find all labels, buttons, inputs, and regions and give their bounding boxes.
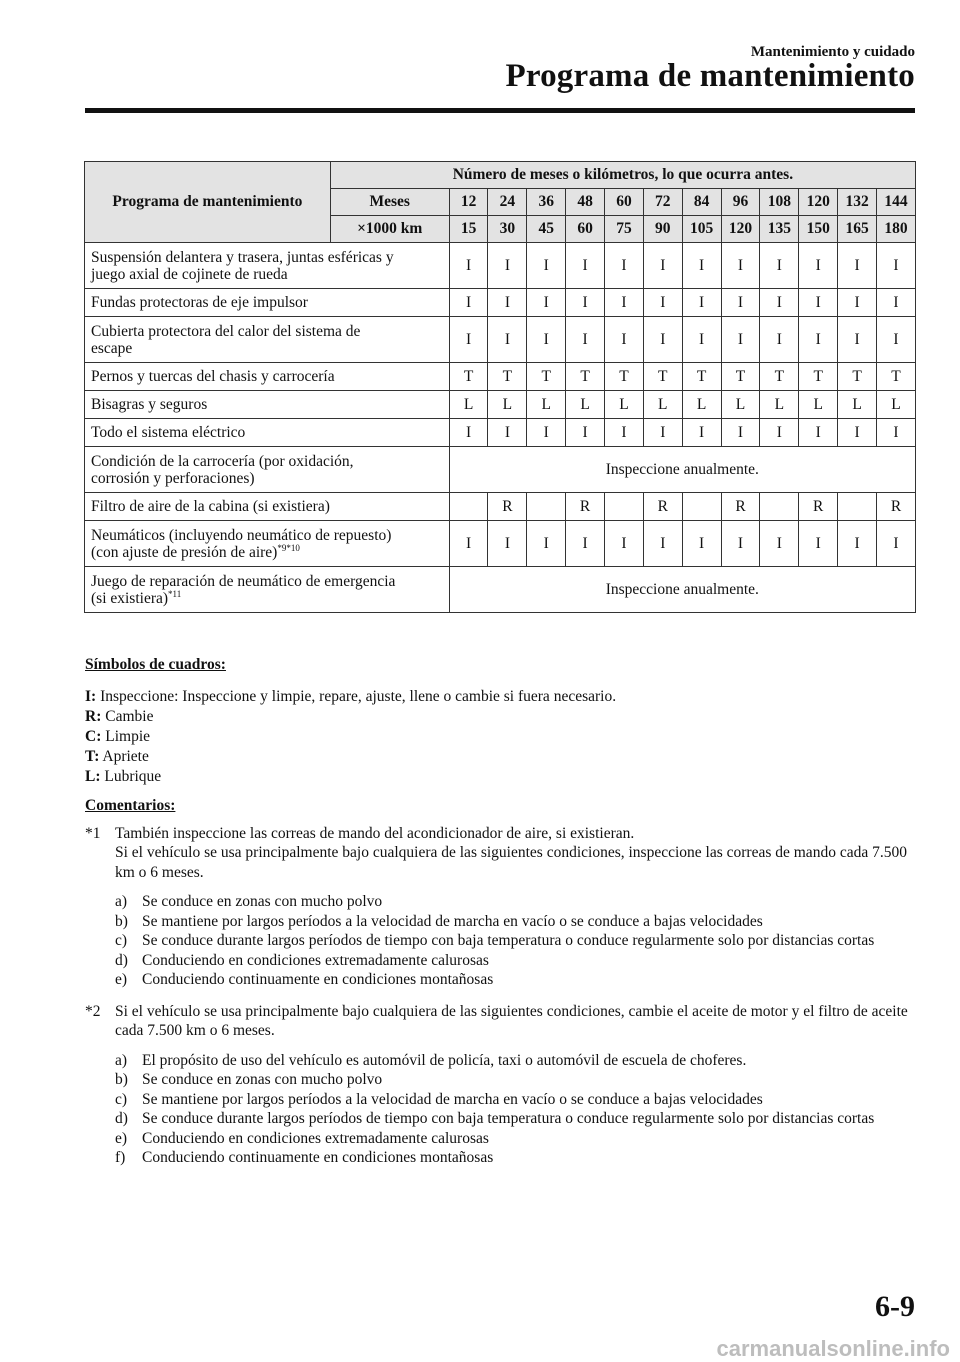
condition-letter: e)	[115, 971, 128, 988]
schedule-cell: T	[838, 363, 877, 391]
section-header: Mantenimiento y cuidado	[750, 44, 915, 60]
note-text: Si el vehículo se usa principalmente bajo cualquiera de las siguientes condiciones, cambie el aceite de motor y el filtro de aceite cada 7.500 km o 6 meses.	[115, 1002, 908, 1039]
schedule-cell: L	[799, 391, 838, 419]
schedule-cell: I	[682, 289, 721, 317]
schedule-cell: I	[760, 243, 799, 289]
condition-letter: d)	[115, 951, 128, 969]
item-label	[85, 419, 450, 447]
month-cell: 48	[566, 189, 605, 216]
schedule-cell: T	[643, 363, 682, 391]
schedule-cell: L	[682, 391, 721, 419]
schedule-cell: T	[566, 363, 605, 391]
schedule-cell: I	[605, 243, 644, 289]
table-row	[85, 419, 916, 447]
km-cell: 165	[838, 216, 877, 243]
schedule-cell: I	[605, 521, 644, 567]
item-label	[85, 567, 450, 613]
condition-text: Conduciendo en condiciones extremadamente calurosas	[142, 951, 489, 969]
schedule-cell: I	[721, 289, 760, 317]
condition-list	[115, 892, 915, 990]
header-divider	[85, 108, 915, 113]
km-cell: 105	[682, 216, 721, 243]
table-row	[85, 447, 916, 493]
item-label	[85, 317, 450, 363]
comment-note	[85, 1002, 915, 1041]
schedule-cell: L	[643, 391, 682, 419]
legend-item	[85, 767, 616, 787]
condition-item	[115, 1051, 915, 1071]
legend-item	[85, 707, 616, 727]
schedule-cell: I	[449, 289, 488, 317]
table-row	[85, 521, 916, 567]
schedule-cell: I	[643, 317, 682, 363]
legend-text: Apriete	[102, 748, 149, 765]
condition-text: Se conduce durante largos períodos de tiempo con baja temperatura o conduce regularmente solo por distancias cortas	[142, 932, 875, 949]
km-cell: 15	[449, 216, 488, 243]
item-label	[85, 391, 450, 419]
km-cell: 120	[721, 216, 760, 243]
schedule-cell: L	[877, 391, 916, 419]
schedule-cell: I	[877, 521, 916, 567]
schedule-cell: I	[838, 317, 877, 363]
schedule-cell: I	[838, 521, 877, 567]
item-line-1: Neumáticos (incluyendo neumático de repuesto)	[91, 526, 392, 544]
schedule-cell: I	[682, 521, 721, 567]
schedule-cell	[605, 493, 644, 521]
table-row	[85, 567, 916, 613]
schedule-cell: T	[799, 363, 838, 391]
legend-title: Símbolos de cuadros:	[85, 656, 226, 673]
table-row	[85, 363, 916, 391]
km-cell: 150	[799, 216, 838, 243]
condition-text: Se conduce en zonas con mucho polvo	[142, 1071, 383, 1088]
item-label	[85, 447, 450, 493]
condition-letter: a)	[115, 1051, 128, 1069]
month-cell: 72	[643, 189, 682, 216]
legend	[85, 655, 616, 787]
schedule-cell: I	[838, 419, 877, 447]
schedule-cell: I	[449, 317, 488, 363]
schedule-cell: I	[760, 521, 799, 567]
item-label	[85, 363, 450, 391]
condition-text: Se mantiene por largos períodos a la velocidad de marcha en vacío o se conduce a bajas velocidades	[142, 912, 763, 930]
condition-letter: b)	[115, 1071, 128, 1088]
month-cell: 84	[682, 189, 721, 216]
schedule-cell: I	[877, 419, 916, 447]
note-gap	[85, 990, 915, 1002]
note-number: *1	[85, 824, 101, 842]
km-cell: 135	[760, 216, 799, 243]
item-label	[85, 493, 450, 521]
schedule-cell: I	[682, 317, 721, 363]
schedule-cell: I	[605, 419, 644, 447]
month-cell: 12	[449, 189, 488, 216]
item-line-1: Pernos y tuercas del chasis y carrocería	[91, 368, 335, 385]
schedule-cell: T	[488, 363, 527, 391]
item-label	[85, 289, 450, 317]
footnote-ref: *9*10	[277, 542, 300, 553]
schedule-cell: I	[643, 243, 682, 289]
schedule-cell: L	[760, 391, 799, 419]
schedule-cell: T	[877, 363, 916, 391]
annual-inspection-cell: Inspeccione anualmente.	[449, 447, 915, 493]
condition-item	[115, 1148, 915, 1168]
condition-item	[115, 970, 915, 990]
item-line-2: juego axial de cojinete de rueda	[91, 265, 288, 283]
km-cell: 180	[877, 216, 916, 243]
item-line-1: Suspensión delantera y trasera, juntas esféricas y	[91, 248, 394, 266]
schedule-cell	[682, 493, 721, 521]
schedule-cell: I	[721, 317, 760, 363]
schedule-cell: I	[799, 521, 838, 567]
schedule-cell: I	[488, 289, 527, 317]
schedule-cell: I	[760, 289, 799, 317]
span-header: Número de meses o kilómetros, lo que ocurra antes.	[330, 162, 915, 189]
schedule-cell: R	[877, 493, 916, 521]
schedule-cell: I	[799, 419, 838, 447]
item-line-1: Filtro de aire de la cabina (si existiera)	[91, 498, 330, 515]
comment-note	[85, 824, 915, 883]
condition-item	[115, 951, 915, 971]
schedule-cell: I	[721, 521, 760, 567]
schedule-cell: I	[566, 289, 605, 317]
legend-item	[85, 747, 616, 767]
note-body	[115, 824, 915, 883]
schedule-cell	[527, 493, 566, 521]
schedule-cell	[760, 493, 799, 521]
watermark: carmanualsonline.info	[716, 1336, 950, 1361]
schedule-cell: L	[605, 391, 644, 419]
schedule-cell: I	[566, 317, 605, 363]
schedule-cell: I	[799, 289, 838, 317]
page-number: 6-9	[875, 1290, 915, 1323]
item-line-1: Bisagras y seguros	[91, 396, 208, 413]
month-cell: 132	[838, 189, 877, 216]
schedule-cell: I	[799, 243, 838, 289]
comments-title: Comentarios:	[85, 797, 176, 814]
item-label	[85, 243, 450, 289]
schedule-cell: L	[449, 391, 488, 419]
condition-item	[115, 912, 915, 932]
condition-item	[115, 1090, 915, 1110]
condition-text: Conduciendo continuamente en condiciones montañosas	[142, 971, 494, 988]
legend-key: R:	[85, 708, 102, 725]
schedule-cell: I	[799, 317, 838, 363]
schedule-cell: I	[877, 317, 916, 363]
schedule-cell: R	[566, 493, 605, 521]
condition-item	[115, 892, 915, 912]
legend-item	[85, 727, 616, 747]
condition-text: El propósito de uso del vehículo es automóvil de policía, taxi o automóvil de escuela de choferes.	[142, 1051, 747, 1069]
note-text: También inspeccione las correas de mando del acondicionador de aire, si existieran.	[115, 824, 635, 842]
schedule-cell: I	[488, 419, 527, 447]
km-cell: 75	[605, 216, 644, 243]
schedule-cell: I	[877, 243, 916, 289]
month-cell: 108	[760, 189, 799, 216]
condition-letter: d)	[115, 1110, 128, 1127]
item-line-1: Juego de reparación de neumático de emergencia	[91, 572, 396, 590]
schedule-cell: I	[643, 289, 682, 317]
table-row	[85, 317, 916, 363]
schedule-cell	[449, 493, 488, 521]
condition-text: Conduciendo en condiciones extremadamente calurosas	[142, 1129, 489, 1147]
condition-text: Se conduce en zonas con mucho polvo	[142, 893, 383, 910]
schedule-cell: R	[799, 493, 838, 521]
km-cell: 60	[566, 216, 605, 243]
month-cell: 144	[877, 189, 916, 216]
item-line-2: (con ajuste de presión de aire)	[91, 543, 278, 561]
schedule-cell: L	[566, 391, 605, 419]
legend-item	[85, 687, 616, 707]
schedule-cell: I	[527, 243, 566, 289]
schedule-cell: I	[566, 243, 605, 289]
legend-key: C:	[85, 728, 102, 745]
footnote-ref: *11	[168, 588, 182, 599]
schedule-cell: I	[877, 289, 916, 317]
schedule-cell: T	[449, 363, 488, 391]
month-cell: 60	[605, 189, 644, 216]
month-cell: 24	[488, 189, 527, 216]
schedule-cell: L	[527, 391, 566, 419]
schedule-cell: I	[605, 289, 644, 317]
condition-list	[115, 1051, 915, 1168]
schedule-cell: I	[449, 419, 488, 447]
table-corner-label: Programa de mantenimiento	[85, 162, 331, 243]
condition-letter: e)	[115, 1129, 128, 1147]
schedule-cell: I	[527, 521, 566, 567]
schedule-cell: T	[527, 363, 566, 391]
annual-inspection-cell: Inspeccione anualmente.	[449, 567, 915, 613]
legend-key: L:	[85, 768, 101, 785]
schedule-cell: T	[682, 363, 721, 391]
legend-text: Inspeccione: Inspeccione y limpie, repare, ajuste, llene o cambie si fuera necesario.	[100, 688, 617, 705]
condition-item	[115, 1129, 915, 1149]
schedule-cell: I	[682, 419, 721, 447]
schedule-cell	[838, 493, 877, 521]
schedule-cell: L	[838, 391, 877, 419]
schedule-cell: I	[721, 419, 760, 447]
item-line-1: Cubierta protectora del calor del sistema de	[91, 322, 361, 340]
schedule-cell: I	[838, 289, 877, 317]
km-cell: 90	[643, 216, 682, 243]
schedule-cell: I	[721, 243, 760, 289]
schedule-cell: I	[488, 243, 527, 289]
month-cell: 36	[527, 189, 566, 216]
month-cell: 96	[721, 189, 760, 216]
schedule-cell: I	[449, 243, 488, 289]
schedule-cell: I	[643, 521, 682, 567]
condition-letter: f)	[115, 1149, 126, 1166]
legend-text: Lubrique	[104, 768, 162, 785]
table-row	[85, 289, 916, 317]
schedule-cell: I	[527, 289, 566, 317]
note-number: *2	[85, 1002, 101, 1020]
schedule-cell: L	[488, 391, 527, 419]
schedule-cell: T	[721, 363, 760, 391]
condition-letter: a)	[115, 893, 128, 910]
item-line-1: Fundas protectoras de eje impulsor	[91, 294, 308, 311]
schedule-cell: R	[721, 493, 760, 521]
condition-item	[115, 1109, 915, 1129]
schedule-cell: I	[527, 419, 566, 447]
item-line-1: Todo el sistema eléctrico	[91, 424, 246, 441]
schedule-cell: I	[682, 243, 721, 289]
legend-text: Cambie	[105, 708, 154, 725]
schedule-cell: I	[760, 419, 799, 447]
km-cell: 30	[488, 216, 527, 243]
schedule-cell: I	[566, 521, 605, 567]
schedule-cell: L	[721, 391, 760, 419]
legend-key: T:	[85, 748, 100, 765]
item-line-2: (si existiera)	[91, 589, 169, 607]
comments	[85, 796, 915, 1168]
page-title: Programa de mantenimiento	[505, 58, 915, 94]
months-label: Meses	[330, 189, 449, 216]
note-text-2: Si el vehículo se usa principalmente bajo cualquiera de las siguientes condiciones, inspeccione las correas de mando cada 7.500 km o 6 meses.	[115, 844, 907, 881]
schedule-cell: T	[605, 363, 644, 391]
km-cell: 45	[527, 216, 566, 243]
schedule-cell: I	[488, 317, 527, 363]
condition-item	[115, 1070, 915, 1090]
condition-text: Conduciendo continuamente en condiciones montañosas	[142, 1149, 494, 1166]
schedule-cell: R	[488, 493, 527, 521]
legend-text: Limpie	[105, 728, 151, 745]
schedule-cell: I	[488, 521, 527, 567]
maintenance-schedule-table	[84, 161, 916, 613]
month-cell: 120	[799, 189, 838, 216]
schedule-cell: I	[449, 521, 488, 567]
item-line-1: Condición de la carrocería (por oxidación,	[91, 452, 354, 470]
condition-letter: c)	[115, 932, 128, 949]
table-row	[85, 243, 916, 289]
table-header-row	[85, 162, 916, 189]
condition-item	[115, 931, 915, 951]
schedule-cell: I	[566, 419, 605, 447]
table-row	[85, 493, 916, 521]
note-body	[115, 1002, 915, 1041]
item-label	[85, 521, 450, 567]
schedule-cell: R	[643, 493, 682, 521]
condition-text: Se conduce durante largos períodos de tiempo con baja temperatura o conduce regularmente solo por distancias cortas	[142, 1110, 875, 1127]
condition-letter: b)	[115, 912, 128, 930]
schedule-cell: I	[527, 317, 566, 363]
condition-letter: c)	[115, 1090, 128, 1108]
item-line-2: corrosión y perforaciones)	[91, 469, 255, 487]
km-label: ×1000 km	[330, 216, 449, 243]
item-line-2: escape	[91, 339, 133, 357]
schedule-cell: I	[605, 317, 644, 363]
legend-key: I:	[85, 688, 97, 705]
schedule-cell: I	[838, 243, 877, 289]
schedule-cell: I	[643, 419, 682, 447]
condition-text: Se mantiene por largos períodos a la velocidad de marcha en vacío o se conduce a bajas velocidades	[142, 1090, 763, 1108]
schedule-cell: T	[760, 363, 799, 391]
schedule-cell: I	[760, 317, 799, 363]
table-row	[85, 391, 916, 419]
